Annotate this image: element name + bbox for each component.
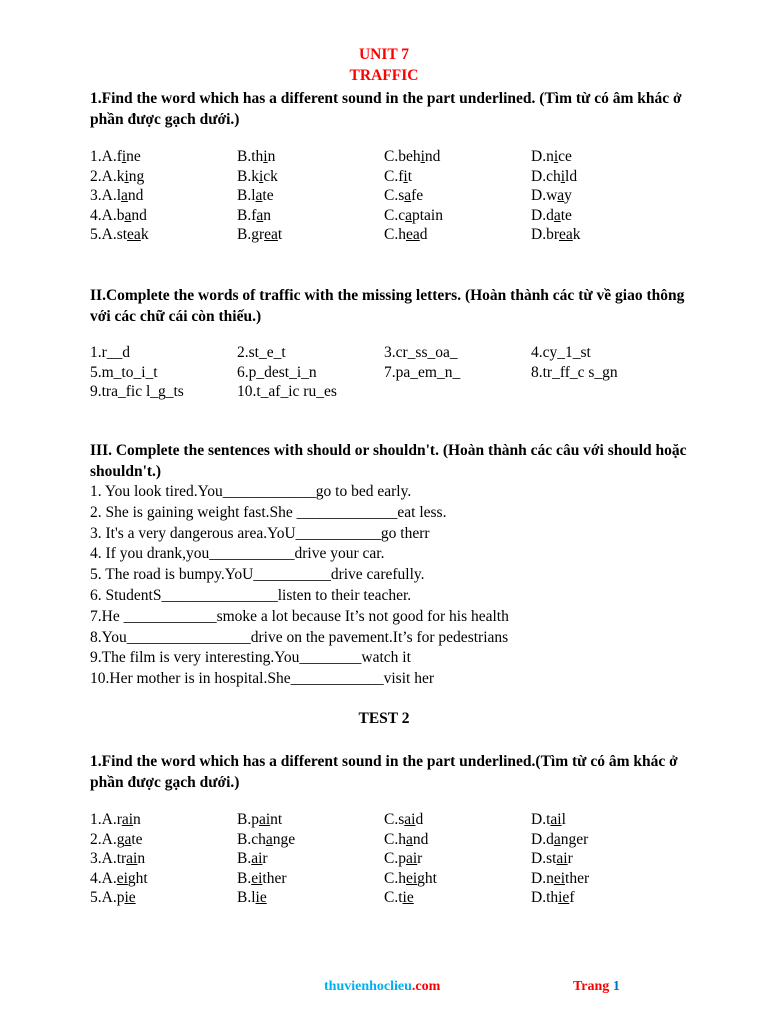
section1-option xyxy=(90,148,141,166)
underlined-part: ei xyxy=(405,869,418,887)
option-text: n xyxy=(133,811,141,828)
option-text: D.th xyxy=(531,889,559,906)
underlined-part: i xyxy=(263,148,268,165)
option-text: C.h xyxy=(384,226,406,243)
option-text: ther xyxy=(262,869,287,887)
underlined-part: ei xyxy=(553,869,566,887)
option-text: n xyxy=(267,148,276,165)
section1-heading: 1.Find the word which has a different sound in the part underlined. (Tìm từ có âm khác ở phần được gạch dưới.) xyxy=(90,90,682,128)
option-text: 4.A.b xyxy=(90,206,125,224)
footer-site-domain: .com xyxy=(411,979,441,994)
option-text: D.st xyxy=(531,850,557,867)
test2-option xyxy=(237,831,295,849)
option-text: l xyxy=(561,811,566,828)
test2-option xyxy=(237,850,268,868)
section1-option xyxy=(90,226,149,244)
option-text: ng xyxy=(128,167,145,185)
option-text: C.s xyxy=(384,811,405,828)
test2-option xyxy=(531,811,566,829)
option-text: C.f xyxy=(384,167,404,185)
test2-heading: 1.Find the word which has a different sound in the part underlined.(Tìm từ có âm khác ở phần được gạch dưới.) xyxy=(90,753,678,791)
underlined-part: ei xyxy=(251,869,263,887)
underlined-part: ai xyxy=(121,811,134,828)
option-text: f xyxy=(569,889,575,906)
option-text: D.d xyxy=(531,206,554,224)
section1-option xyxy=(384,187,423,205)
underlined-part: ea xyxy=(405,226,420,243)
section1-option xyxy=(384,168,412,186)
section1-option xyxy=(237,168,278,186)
test2-option xyxy=(90,811,141,829)
underlined-part: i xyxy=(121,148,127,165)
section3-heading: III. Complete the sentences with should or shouldn't. (Hoàn thành các câu với should hoặc shouldn't.) xyxy=(90,442,687,480)
section2-word: 10.t_af_ic ru_es xyxy=(237,383,337,400)
section1-option xyxy=(531,168,577,186)
option-text: ce xyxy=(558,148,572,165)
option-text: B.th xyxy=(237,148,264,165)
test2-option xyxy=(237,811,282,829)
underlined-part: ea xyxy=(264,226,278,243)
option-text: 1.A.f xyxy=(90,148,122,165)
option-text: B.p xyxy=(237,811,259,828)
option-text: ck xyxy=(263,167,278,185)
underlined-part: i xyxy=(420,148,425,165)
test2-option xyxy=(384,811,423,829)
underlined-part: a xyxy=(255,187,263,204)
section1-option xyxy=(531,226,581,244)
option-text: C.c xyxy=(384,206,406,224)
section3-sentence: 10.Her mother is in hospital.She____________visit her xyxy=(90,670,434,688)
option-text: d xyxy=(415,811,424,828)
option-text: 2.A.k xyxy=(90,167,125,185)
option-text: te xyxy=(560,206,572,224)
underlined-part: ai xyxy=(404,811,416,828)
section2-word: 9.tra_fic l_g_ts xyxy=(90,383,184,400)
underlined-part: i xyxy=(124,167,129,185)
section1-option xyxy=(237,148,275,166)
section3-sentence: 1. You look tired.You____________go to bed early. xyxy=(90,483,412,500)
option-text: B.l xyxy=(237,187,256,204)
underlined-part: ai xyxy=(258,811,271,828)
section3-sentence: 2. She is gaining weight fast.She _____________eat less. xyxy=(90,503,447,521)
option-text: ptain xyxy=(411,206,443,224)
option-text: ght xyxy=(417,869,437,887)
option-text: C.h xyxy=(384,869,406,887)
option-text: 5.A.p xyxy=(90,889,125,906)
underlined-part: i xyxy=(560,167,566,185)
section1-option xyxy=(90,207,147,225)
underlined-part: i xyxy=(553,148,559,165)
section1-option xyxy=(90,187,143,205)
section1-option xyxy=(384,226,427,244)
underlined-part: ie xyxy=(124,889,136,906)
section3-sentence: 9.The film is very interesting.You________watch it xyxy=(90,649,411,667)
option-text: B.k xyxy=(237,167,259,185)
section2-word: 5.m_to_i_t xyxy=(90,363,158,381)
option-text: 1.A.r xyxy=(90,811,122,828)
option-text: r xyxy=(567,850,573,867)
option-text: y xyxy=(564,187,572,204)
option-text: B.gr xyxy=(237,226,265,243)
underlined-part: a xyxy=(405,206,412,224)
test2-option xyxy=(90,870,148,888)
test2-option xyxy=(384,850,422,868)
option-text: B.f xyxy=(237,206,257,224)
option-text: B.ch xyxy=(237,830,266,848)
underlined-part: a xyxy=(553,206,561,224)
section3-sentence: 3. It's a very dangerous area.YoU___________go therr xyxy=(90,524,430,542)
option-text: D.n xyxy=(531,869,554,887)
test2-option xyxy=(384,870,437,888)
option-text: te xyxy=(131,830,143,848)
option-text: D.t xyxy=(531,811,551,828)
section1-option xyxy=(237,187,274,205)
option-text: r xyxy=(417,850,423,867)
section1-option xyxy=(90,168,144,186)
section2-word: 2.st_e_t xyxy=(237,344,286,361)
option-text: nger xyxy=(560,830,589,848)
underlined-part: ie xyxy=(558,889,570,906)
option-text: D.br xyxy=(531,226,559,243)
section2-heading: II.Complete the words of traffic with the missing letters. (Hoàn thành các từ về giao thông với các chữ cái còn thiếu.) xyxy=(90,287,685,325)
option-text: d xyxy=(419,226,428,243)
test2-option xyxy=(531,889,574,907)
underlined-part: i xyxy=(403,167,408,185)
underlined-part: i xyxy=(258,167,264,185)
test2-option xyxy=(531,870,589,888)
underlined-part: ai xyxy=(550,811,562,828)
section2-word: 1.r__d xyxy=(90,344,131,361)
test2-option xyxy=(384,831,428,849)
section2-word: 3.cr_ss_oa_ xyxy=(384,344,458,361)
option-text: ld xyxy=(565,167,578,185)
option-text: ther xyxy=(565,869,590,887)
underlined-part: ai xyxy=(251,850,263,867)
section2-word: 7.pa_em_n_ xyxy=(384,363,461,381)
section2-word: 6.p_dest_i_n xyxy=(237,363,317,381)
test2-option xyxy=(237,870,287,888)
test2-option xyxy=(90,831,143,849)
underlined-part: ai xyxy=(126,850,138,867)
option-text: nd xyxy=(127,187,144,204)
section3-sentence: 5. The road is bumpy.YoU__________drive carefully. xyxy=(90,566,425,584)
section3-sentence: 4. If you drank,you___________drive your car. xyxy=(90,545,385,563)
underlined-part: ai xyxy=(556,850,568,867)
section3-sentence: 8.You________________drive on the pavement.It’s for pedestrians xyxy=(90,628,509,646)
option-text: te xyxy=(262,187,274,204)
option-text: nd xyxy=(424,148,441,165)
option-text: n xyxy=(137,850,146,867)
section1-option xyxy=(531,187,572,205)
option-text: nt xyxy=(270,811,283,828)
option-text: D.w xyxy=(531,187,558,204)
option-text: nge xyxy=(272,830,296,848)
option-text: r xyxy=(262,850,268,867)
underlined-part: a xyxy=(404,187,412,204)
footer-site[interactable] xyxy=(324,979,440,995)
option-text: B. xyxy=(237,869,252,887)
option-text: 4.A. xyxy=(90,869,117,887)
underlined-part: a xyxy=(557,187,565,204)
option-text: D.d xyxy=(531,830,554,848)
underlined-part: a xyxy=(553,830,561,848)
section1-option xyxy=(531,207,572,225)
page-subtitle: TRAFFIC xyxy=(349,67,419,84)
section2-word: 8.tr_ff_c s_gn xyxy=(531,363,618,381)
option-text: 5.A.st xyxy=(90,226,128,243)
test2-option xyxy=(90,850,145,868)
option-text: C.p xyxy=(384,850,406,867)
option-text: ne xyxy=(126,148,141,165)
option-text: 2.A.g xyxy=(90,830,125,848)
section1-option xyxy=(237,207,271,225)
test2-title: TEST 2 xyxy=(358,710,410,727)
option-text: D.ch xyxy=(531,167,561,185)
footer-page-label: Trang xyxy=(573,979,610,994)
test2-option xyxy=(531,850,573,868)
option-text: C.h xyxy=(384,830,406,848)
option-text: ght xyxy=(127,869,148,887)
footer-page-number: 1 xyxy=(612,979,620,994)
option-text: C.beh xyxy=(384,148,421,165)
option-text: B. xyxy=(237,850,252,867)
test2-option xyxy=(90,889,136,907)
underlined-part: ea xyxy=(127,226,141,243)
section2-word: 4.cy_1_st xyxy=(531,344,591,361)
section1-option xyxy=(531,148,572,166)
option-text: k xyxy=(572,226,581,243)
option-text: nd xyxy=(412,830,429,848)
option-text: 3.A.l xyxy=(90,187,121,204)
underlined-part: a xyxy=(121,187,128,204)
option-text: D.n xyxy=(531,148,554,165)
option-text: t xyxy=(407,167,412,185)
option-text: C.s xyxy=(384,187,405,204)
option-text: n xyxy=(263,206,272,224)
test2-option xyxy=(237,889,267,907)
underlined-part: ie xyxy=(255,889,267,906)
option-text: C.t xyxy=(384,889,403,906)
underlined-part: ei xyxy=(116,869,128,887)
section1-option xyxy=(384,207,443,225)
option-text: t xyxy=(277,226,283,243)
footer-page xyxy=(573,979,620,995)
option-text: fe xyxy=(411,187,424,204)
underlined-part: a xyxy=(265,830,273,848)
test2-option xyxy=(384,889,414,907)
option-text: nd xyxy=(131,206,147,224)
underlined-part: a xyxy=(256,206,264,224)
underlined-part: a xyxy=(405,830,413,848)
underlined-part: a xyxy=(124,830,132,848)
section1-option xyxy=(384,148,440,166)
underlined-part: ea xyxy=(558,226,573,243)
footer-site-name: thuvienhoclieu xyxy=(324,979,412,994)
section3-sentence: 7.He ____________smoke a lot because It’s not good for his health xyxy=(90,607,509,625)
underlined-part: ie xyxy=(402,889,414,906)
underlined-part: ai xyxy=(405,850,418,867)
option-text: 3.A.tr xyxy=(90,850,127,867)
option-text: B.l xyxy=(237,889,256,906)
test2-option xyxy=(531,831,588,849)
section3-sentence: 6. StudentS_______________listen to their teacher. xyxy=(90,587,412,604)
option-text: k xyxy=(140,226,149,243)
page-title: UNIT 7 xyxy=(358,46,410,63)
section1-option xyxy=(237,226,282,244)
underlined-part: a xyxy=(124,206,132,224)
